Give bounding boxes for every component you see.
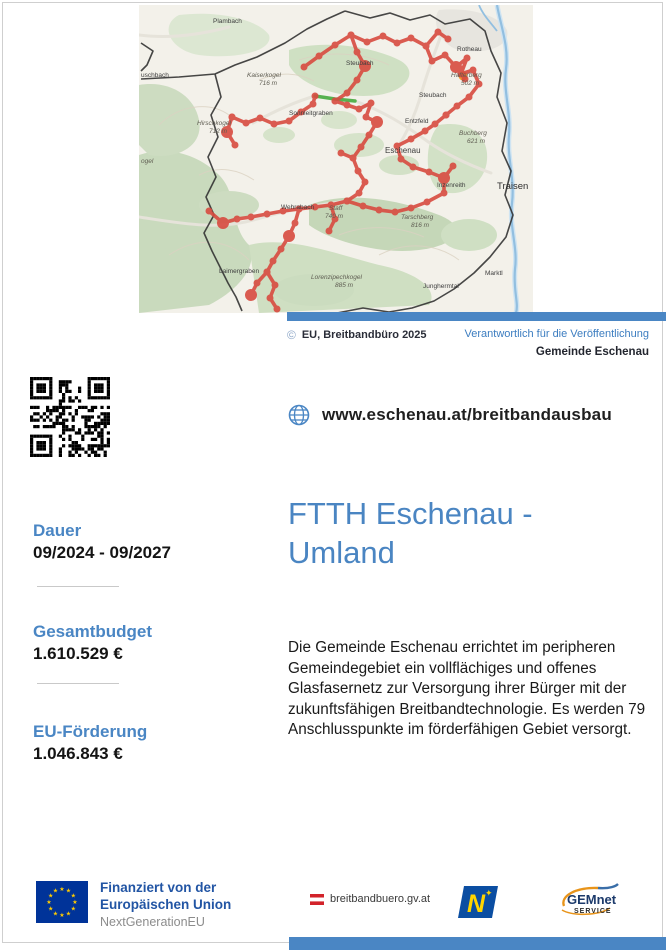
breitbandbuero-logo <box>310 893 430 905</box>
attribution-copyright <box>287 328 427 342</box>
fact-budget-label: Gesamtbudget <box>33 622 153 641</box>
map-label: Steubach <box>419 92 447 99</box>
map-canvas <box>139 5 533 313</box>
bottom-accent-bar <box>289 937 666 950</box>
svg-text:★: ★ <box>65 911 72 918</box>
map-label: Inzenreith <box>437 182 466 189</box>
svg-text:★: ★ <box>52 911 59 918</box>
fact-divider-2 <box>37 683 119 684</box>
map-label: ogel <box>141 158 154 165</box>
map-label: Kaiserkogel <box>247 72 281 79</box>
eu-flag <box>36 881 88 923</box>
svg-text:★: ★ <box>52 888 59 895</box>
publisher-name: Gemeinde Eschenau <box>535 346 649 358</box>
svg-text:★: ★ <box>46 900 52 906</box>
map-label: Marktl <box>485 270 503 277</box>
footer-eu-logo <box>36 881 88 928</box>
map-label: Plambach <box>213 18 242 25</box>
eu-funding-line2: Europäischen Union <box>100 897 232 912</box>
fact-duration-value: 09/2024 - 09/2027 <box>33 543 172 562</box>
fact-eu-funding-value: 1.046.843 € <box>33 744 123 763</box>
fact-eu-funding-label: EU-Förderung <box>33 722 148 741</box>
responsibility-label: Verantwortlich für die Veröffentlichung <box>464 328 649 340</box>
project-title-line2: Umland <box>288 535 395 570</box>
noe-letter: N <box>467 890 486 918</box>
svg-text:★: ★ <box>48 906 54 913</box>
fact-duration <box>33 521 273 563</box>
svg-text:★: ★ <box>70 893 76 900</box>
map-label: 621 m <box>467 138 486 145</box>
map-label: Eschenau <box>385 146 421 155</box>
project-description: Die Gemeinde Eschenau errichtet im peripheren Gemeindegebiet ein vollflächiges und offenes Glasfasernetz zur Versorgung ihrer Bürger mit der zukunftsfähigen Breitbandtechnologie. Es werden 79 Anschlusspunkte im förderfähigen Gebiet versorgt. <box>288 639 646 738</box>
eu-funding-line3: NextGenerationEU <box>100 915 205 929</box>
attribution-row <box>287 328 649 342</box>
map-label: Rotheau <box>457 46 482 53</box>
fact-divider-1 <box>37 586 119 587</box>
map-label: uschbach <box>141 72 169 79</box>
gemnet-name: GEMnet <box>567 892 617 907</box>
fact-budget-value: 1.610.529 € <box>33 644 123 663</box>
svg-text:★: ★ <box>65 888 72 895</box>
map-label: 502 m <box>461 80 480 87</box>
austria-flag-icon <box>310 894 324 905</box>
svg-text:★: ★ <box>48 893 54 900</box>
copyright-icon: © <box>287 328 296 342</box>
eu-funding-text <box>100 879 231 931</box>
project-title <box>288 494 628 572</box>
fact-budget <box>33 622 273 664</box>
globe-icon <box>288 404 310 426</box>
gemnet-logo-image <box>558 882 620 920</box>
gemnet-logo <box>558 882 620 925</box>
noe-logo <box>457 884 499 925</box>
map-label: Junghermtal <box>423 283 459 290</box>
map-label: 716 m <box>259 80 278 87</box>
map-label: Entzfeld <box>405 118 429 125</box>
map-underline-bar <box>287 312 666 321</box>
map-label: Tarschberg <box>401 214 434 221</box>
breitbandbuero-label: breitbandbuero.gv.at <box>330 893 431 905</box>
website-row <box>288 404 612 426</box>
website-url[interactable]: www.eschenau.at/breitbandausbau <box>322 405 612 424</box>
map-label: 816 m <box>411 222 430 229</box>
map-label: 712 m <box>209 128 228 135</box>
project-area-map <box>139 5 533 313</box>
map-label: Steubach <box>346 60 374 67</box>
map-label: Wehrabach <box>281 204 315 211</box>
qr-code <box>30 377 110 457</box>
map-label: 885 m <box>335 282 354 289</box>
eu-funding-line1: Finanziert von der <box>100 880 217 895</box>
svg-text:★: ★ <box>59 887 65 893</box>
project-title-line1: FTTH Eschenau - <box>288 496 533 531</box>
map-label: Buchberg <box>459 130 487 137</box>
copyright-text: EU, Breitbandbüro 2025 <box>301 329 427 341</box>
map-label: Traisen <box>497 181 529 192</box>
fact-duration-label: Dauer <box>33 521 82 540</box>
gemnet-sub: SERVICE <box>574 908 612 915</box>
svg-text:★: ★ <box>70 906 76 913</box>
map-label: 740 m <box>325 213 344 220</box>
map-label: Staff <box>329 205 343 212</box>
qr-code-image <box>30 377 110 457</box>
map-label: Hirschkogel <box>197 120 231 127</box>
noe-logo-image <box>457 884 499 920</box>
noe-star-icon: ✦ <box>485 888 493 898</box>
map-label: Lorenzipechkogel <box>311 274 362 281</box>
fact-eu-funding <box>33 722 273 764</box>
map-label: Hafterberg <box>451 72 482 79</box>
svg-text:★: ★ <box>72 900 78 906</box>
map-label: Sonnleitgraben <box>289 110 333 117</box>
map-label: Laimergraben <box>219 268 260 275</box>
svg-text:★: ★ <box>59 913 65 919</box>
